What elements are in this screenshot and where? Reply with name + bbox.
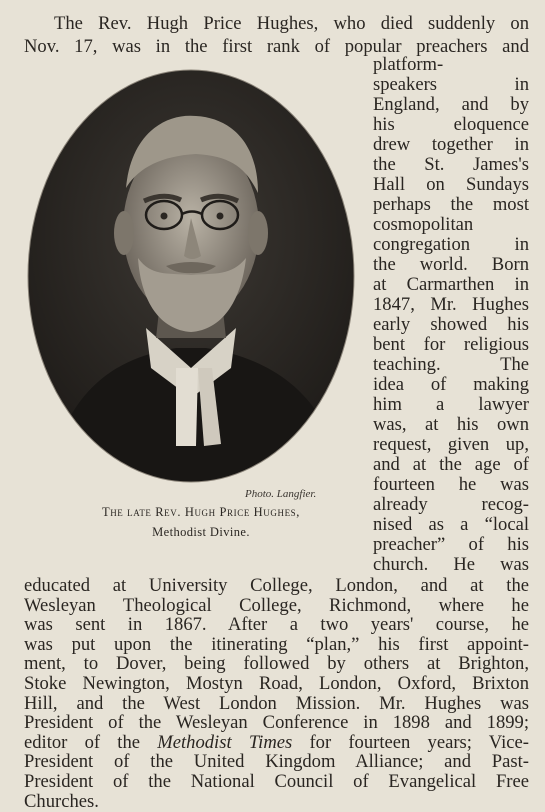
article-line: platform- <box>373 54 444 75</box>
article-line: speakers in <box>373 74 529 95</box>
publication-title: Methodist Times <box>157 731 293 753</box>
article-line: nised as a “local <box>373 514 529 535</box>
article-line: church. He was <box>373 554 529 575</box>
article-line: him a lawyer <box>373 394 529 415</box>
article-line: was, at his own <box>373 414 529 435</box>
article-line: 1847, Mr. Hughes <box>373 294 529 315</box>
article-line: his eloquence <box>373 114 529 135</box>
article-text: editor of the <box>24 731 158 753</box>
article-line: idea of making <box>373 374 529 395</box>
article-line: perhaps the most <box>373 194 529 215</box>
article-line-italic <box>24 733 529 753</box>
article-line: preacher” of his <box>373 534 529 555</box>
article-line: cosmopolitan <box>373 214 474 235</box>
article-text: for fourteen years; Vice- <box>292 731 529 753</box>
article-line: already recog- <box>373 494 529 515</box>
article-line: and at the age of <box>373 454 529 475</box>
article-line: the St. James's <box>373 154 529 175</box>
article-line: Wesleyan Theological College, Richmond, where he <box>24 594 529 616</box>
article-line: President of the United Kingdom Alliance; and Past- <box>24 751 529 773</box>
article-line: educated at University College, London, and at the <box>24 575 529 596</box>
article-line: Churches. <box>24 790 99 812</box>
photo-caption-title: The late Rev. Hugh Price Hughes, <box>101 505 301 519</box>
article-line: Hill, and the West London Mission. Mr. Hughes was <box>24 692 529 714</box>
article-line: bent for religious <box>373 334 529 355</box>
article-line: The Rev. Hugh Price Hughes, who died suddenly on <box>54 13 529 34</box>
photo-caption-subtitle: Methodist Divine. <box>152 525 250 539</box>
article-line: the world. Born <box>373 254 529 275</box>
article-line: ment, to Dover, being followed by others at Brighton, <box>24 653 529 675</box>
article-line: England, and by <box>373 94 529 115</box>
article-line: at Carmarthen in <box>373 274 529 295</box>
article-line: request, given up, <box>373 434 529 455</box>
article-line: Hall on Sundays <box>373 174 529 195</box>
article-line: congregation in <box>373 234 529 255</box>
article-line: teaching. The <box>373 354 529 375</box>
article-line: fourteen he was <box>373 474 529 495</box>
article-line: President of the Wesleyan Conference in 1898 and 1899; <box>24 712 529 734</box>
article-line: President of the National Council of Evangelical Free <box>24 771 529 792</box>
portrait-photo <box>26 68 356 484</box>
photo-credit: Photo. Langfier. <box>245 488 317 500</box>
article-line: Nov. 17, was in the first rank of popular preachers and <box>24 36 529 57</box>
article-line: Stoke Newington, Mostyn Road, London, Oxford, Brixton <box>24 673 529 694</box>
article-line: drew together in <box>373 134 529 155</box>
article-line: was sent in 1867. After a two years' course, he <box>24 614 529 636</box>
article-line: was put upon the itinerating “plan,” his first appoint- <box>24 633 529 655</box>
article-line: early showed his <box>373 314 529 335</box>
